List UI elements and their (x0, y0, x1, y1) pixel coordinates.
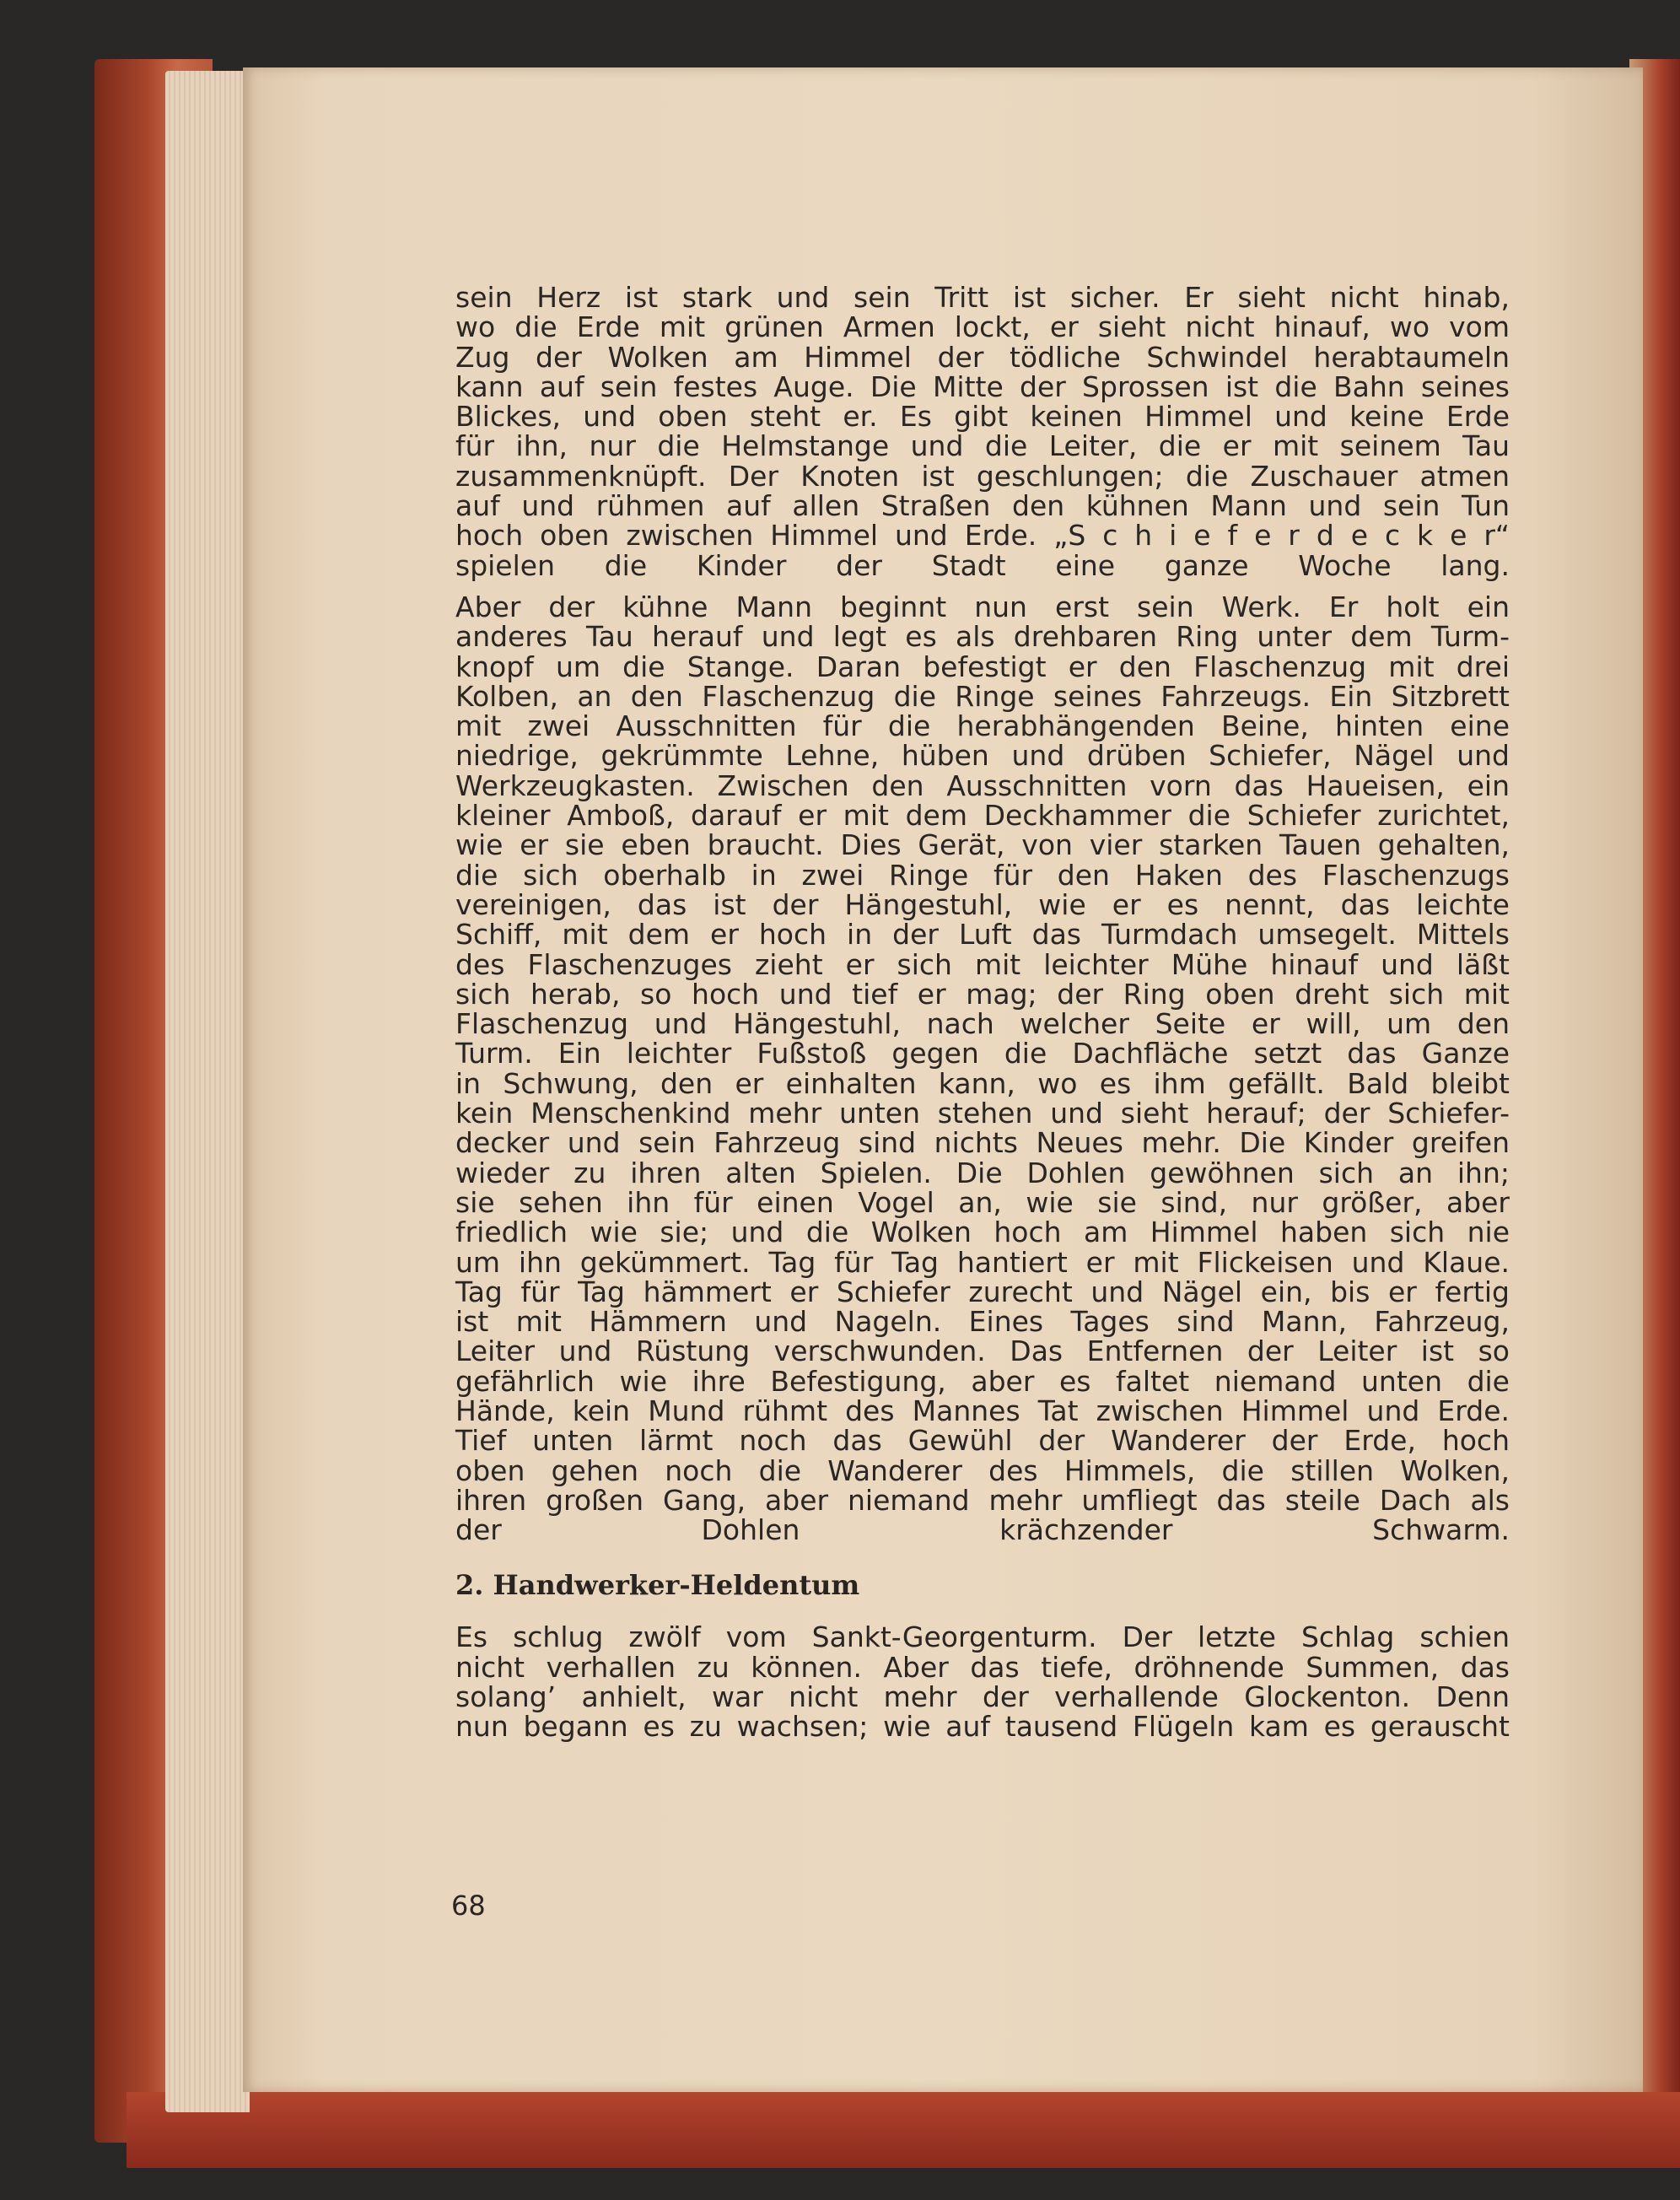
text-line: der Dohlen krächzender Schwarm. (455, 1513, 1510, 1547)
text-line: Flaschenzug und Hängestuhl, nach welcher Seite er will, um den (455, 1007, 1510, 1041)
text-line: decker und sein Fahrzeug sind nichts Neues mehr. Die Kinder greifen (455, 1126, 1510, 1160)
text-line: solang’ anhielt, war nicht mehr der verhallende Glockenton. Denn (455, 1680, 1510, 1714)
text-line: hoch oben zwischen Himmel und Erde. „S c h i e f e r d e c k e r“ (455, 519, 1510, 553)
text-line: des Flaschenzuges zieht er sich mit leichter Mühe hinauf und läßt (455, 947, 1510, 981)
text-line: für ihn, nur die Helmstange und die Leiter, die er mit seinem Tau (455, 429, 1510, 463)
text-line: um ihn gekümmert. Tag für Tag hantiert er mit Flickeisen und Klaue. (455, 1245, 1510, 1279)
text-line: knopf um die Stange. Daran befestigt er den Flaschenzug mit drei (455, 650, 1510, 683)
text-line: ihren großen Gang, aber niemand mehr umfliegt das steile Dach als (455, 1483, 1510, 1517)
page-text (455, 283, 1510, 1742)
text-line: nicht verhallen zu können. Aber das tiefe, dröhnende Summen, das (455, 1650, 1510, 1684)
text-line: Leiter und Rüstung verschwunden. Das Entfernen der Leiter ist so (455, 1335, 1510, 1368)
text-line: wie er sie eben braucht. Dies Gerät, von vier starken Tauen gehalten, (455, 828, 1510, 862)
text-line: mit zwei Ausschnitten für die herabhängenden Beine, hinten eine (455, 709, 1510, 743)
text-line: ist mit Hämmern und Nageln. Eines Tages sind Mann, Fahrzeug, (455, 1305, 1510, 1339)
text-line: sein Herz ist stark und sein Tritt ist sicher. Er sieht nicht hinab, (455, 281, 1510, 314)
text-line: Zug der Wolken am Himmel der tödliche Schwindel herabtaumeln (455, 340, 1510, 374)
text-line: kein Menschenkind mehr unten stehen und sieht herauf; der Schiefer- (455, 1097, 1510, 1130)
paragraph-2 (455, 592, 1510, 1545)
text-line: Schiff, mit dem er hoch in der Luft das Turmdach umsegelt. Mittels (455, 918, 1510, 952)
text-line: die sich oberhalb in zwei Ringe für den Haken des Flaschenzugs (455, 858, 1510, 892)
text-line: oben gehen noch die Wanderer des Himmels, die stillen Wolken, (455, 1453, 1510, 1487)
text-line: Tief unten lärmt noch das Gewühl der Wanderer der Erde, hoch (455, 1424, 1510, 1458)
text-line: kann auf sein festes Auge. Die Mitte der Sprossen ist die Bahn seines (455, 369, 1510, 403)
paragraph-3 (455, 1620, 1510, 1744)
text-line: Blickes, und oben steht er. Es gibt keinen Himmel und keine Erde (455, 400, 1510, 434)
book-cover-bottom (127, 2092, 1680, 2168)
text-line: Werkzeugkasten. Zwischen den Ausschnitten vorn das Haueisen, ein (455, 768, 1510, 802)
text-line: wieder zu ihren alten Spielen. Die Dohlen gewöhnen sich an ihn; (455, 1156, 1510, 1189)
text-line: Hände, kein Mund rühmt des Mannes Tat zwischen Himmel und Erde. (455, 1394, 1510, 1427)
text-line: auf und rühmen auf allen Straßen den kühnen Mann und sein Tun (455, 489, 1510, 523)
paragraph-1 (455, 283, 1510, 580)
text-line: sich herab, so hoch und tief er mag; der Ring oben dreht sich mit (455, 977, 1510, 1011)
text-line: sie sehen ihn für einen Vogel an, wie sie sind, nur größer, aber (455, 1185, 1510, 1219)
page-number: 68 (451, 1890, 486, 1922)
page-edges (165, 71, 250, 2112)
text-line: kleiner Amboß, darauf er mit dem Deckhammer die Schiefer zurichtet, (455, 799, 1510, 833)
text-line: Aber der kühne Mann beginnt nun erst sein Werk. Er holt ein (455, 590, 1510, 623)
text-line: Turm. Ein leichter Fußstoß gegen die Dachfläche setzt das Ganze (455, 1037, 1510, 1070)
text-line: gefährlich wie ihre Befestigung, aber es faltet niemand unten die (455, 1364, 1510, 1398)
text-line: anderes Tau herauf und legt es als drehbaren Ring unter dem Turm- (455, 620, 1510, 654)
text-line: vereinigen, das ist der Hängestuhl, wie er es nennt, das leichte (455, 887, 1510, 921)
text-line: niedrige, gekrümmte Lehne, hüben und drüben Schiefer, Nägel und (455, 739, 1510, 773)
text-line: Es schlug zwölf vom Sankt-Georgenturm. Der letzte Schlag schien (455, 1620, 1510, 1654)
text-line: spielen die Kinder der Stadt eine ganze Woche lang. (455, 548, 1510, 582)
text-line: wo die Erde mit grünen Armen lockt, er sieht nicht hinauf, wo vom (455, 310, 1510, 344)
text-line: Tag für Tag hämmert er Schiefer zurecht und Nägel ein, bis er fertig (455, 1275, 1510, 1308)
text-line: friedlich wie sie; und die Wolken hoch am Himmel haben sich nie (455, 1216, 1510, 1249)
text-line: zusammenknüpft. Der Knoten ist geschlungen; die Zuschauer atmen (455, 459, 1510, 493)
text-line: in Schwung, den er einhalten kann, wo es ihm gefällt. Bald bleibt (455, 1066, 1510, 1100)
text-line: nun begann es zu wachsen; wie auf tausend Flügeln kam es gerauscht (455, 1710, 1510, 1744)
text-line: Kolben, an den Flaschenzug die Ringe seines Fahrzeugs. Ein Sitzbrett (455, 679, 1510, 713)
section-heading: 2. Handwerker-Heldentum (455, 1569, 860, 1602)
